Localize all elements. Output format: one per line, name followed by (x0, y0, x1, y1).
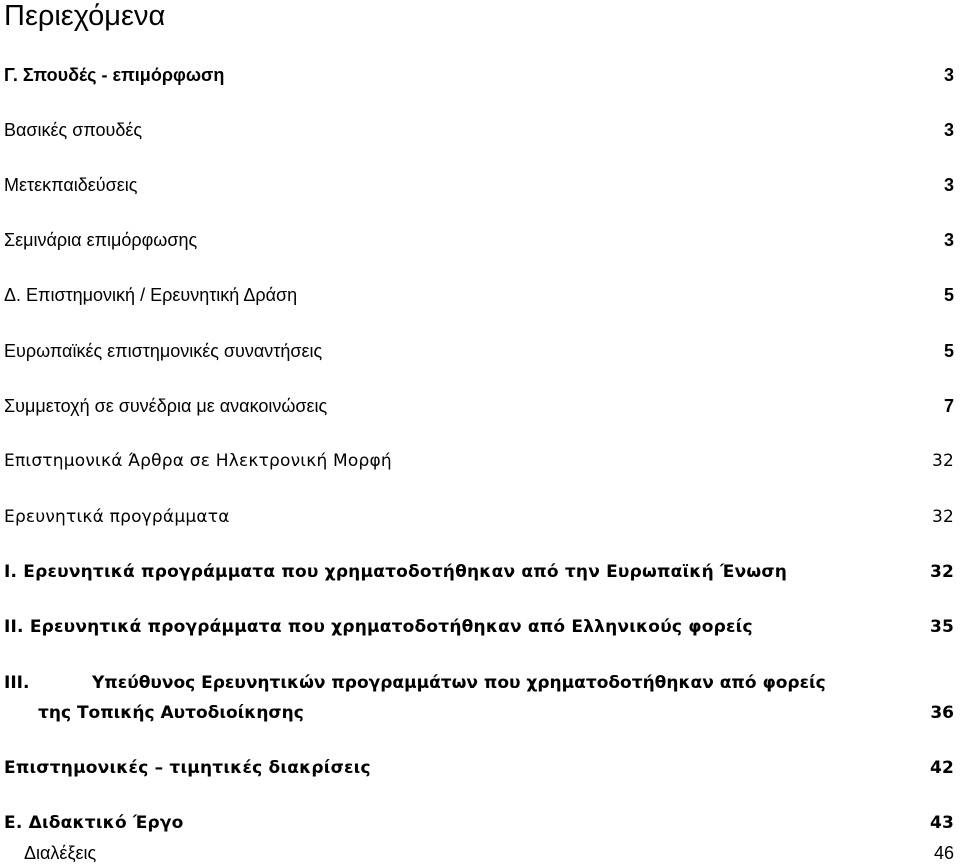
toc-entry-research-programs[interactable] (4, 504, 954, 530)
toc-entry-page: 3 (943, 120, 954, 140)
toc-entry-label: Ερευνητικά προγράμματα (4, 507, 230, 527)
page-title: Περιεχόμενα (4, 0, 166, 32)
toc-entry-label: Μετεκπαιδεύσεις (4, 175, 138, 195)
toc-entry-label: Ευρωπαϊκές επιστημονικές συναντήσεις (4, 341, 323, 361)
toc-entry-honors[interactable] (4, 755, 954, 781)
toc-entry-label: Συμμετοχή σε συνέδρια με ανακοινώσεις (4, 396, 328, 416)
toc-entry-page: 42 (929, 758, 954, 778)
toc-entry-label: Διαλέξεις (24, 843, 97, 863)
toc-entry-page: 32 (931, 451, 954, 471)
toc-entry-page: 3 (943, 230, 954, 250)
toc-entry-label: Βασικές σπουδές (4, 120, 143, 140)
toc-entry-label: Επιστημονικές – τιμητικές διακρίσεις (4, 758, 371, 778)
toc-entry-page: 35 (929, 617, 954, 637)
toc-entry-label: Υπεύθυνος Ερευνητικών προγραμμάτων που χρηματοδοτήθηκαν από φορείς (92, 673, 826, 693)
toc-entry-studies[interactable] (4, 62, 954, 88)
toc-entry-teaching[interactable] (4, 810, 954, 836)
toc-entry-page: 3 (943, 175, 954, 195)
toc-entry-label: ΙΙ. Ερευνητικά προγράμματα που χρηματοδοτήθηκαν από Ελληνικούς φορείς (4, 617, 753, 637)
toc-entry-page: 5 (943, 285, 954, 305)
toc-entry-page: 36 (930, 703, 954, 723)
toc-entry-eu-programs[interactable] (4, 559, 954, 585)
toc-entry-electronic-articles[interactable] (4, 448, 954, 474)
toc-entry-lectures[interactable] (24, 840, 954, 866)
toc-entry-label: Σεμινάρια επιμόρφωσης (4, 230, 198, 250)
toc-entry-conferences[interactable] (4, 393, 954, 419)
toc-entry-page: 7 (943, 396, 954, 416)
toc-entry-label: Γ. Σπουδές - επιμόρφωση (4, 65, 225, 85)
toc-entry-local-gov-programs-cont[interactable] (38, 700, 954, 726)
toc-entry-greek-programs[interactable] (4, 614, 954, 640)
toc-entry-research-activity[interactable] (4, 282, 954, 308)
toc-entry-page: 32 (931, 507, 954, 527)
toc-entry-page: 3 (943, 65, 954, 85)
toc-entry-seminars[interactable] (4, 227, 954, 253)
toc-entry-page: 32 (929, 562, 954, 582)
toc-entry-label: Επιστημονικά Άρθρα σε Ηλεκτρονική Μορφή (4, 451, 392, 471)
toc-entry-postgraduate[interactable] (4, 172, 954, 198)
toc-entry-page: 46 (933, 843, 954, 863)
toc-entry-number: ΙΙΙ. (4, 673, 30, 693)
toc-entry-page: 5 (943, 341, 954, 361)
toc-entry-basic-studies[interactable] (4, 117, 954, 143)
toc-entry-page: 43 (929, 813, 954, 833)
toc-entry-local-gov-programs[interactable] (4, 670, 960, 696)
toc-entry-label: Ε. Διδακτικό Έργο (4, 813, 184, 833)
toc-entry-label-continued: της Τοπικής Αυτοδιοίκησης (38, 703, 304, 723)
toc-entry-label: Δ. Επιστημονική / Ερευνητική Δράση (4, 285, 298, 305)
toc-entry-european-meetings[interactable] (4, 338, 954, 364)
toc-entry-label: Ι. Ερευνητικά προγράμματα που χρηματοδοτήθηκαν από την Ευρωπαϊκή Ένωση (4, 562, 788, 582)
